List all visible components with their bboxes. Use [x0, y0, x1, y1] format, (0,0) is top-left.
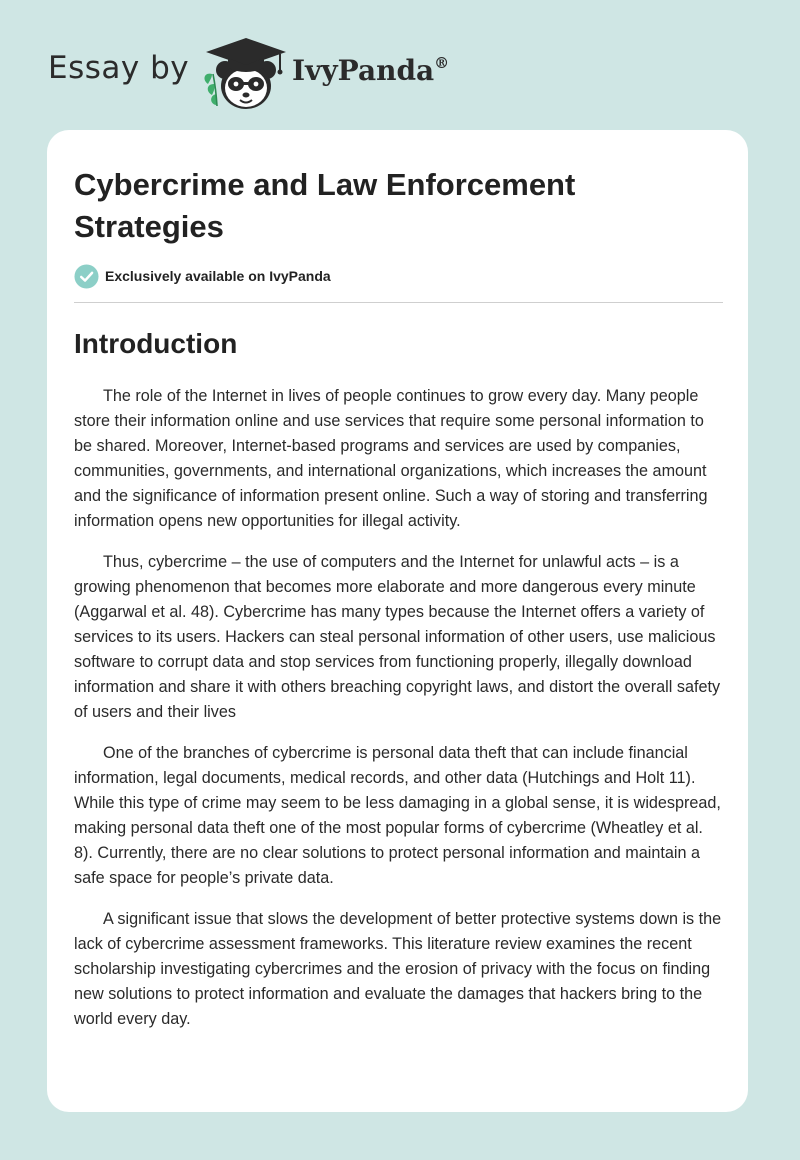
exclusive-badge-label: Exclusively available on IvyPanda [105, 268, 331, 284]
essay-body [74, 384, 726, 1048]
body-paragraph: Thus, cybercrime – the use of computers and the Internet for unlawful acts – is a growing phenomenon that becomes more elaborate and more dangerous every minute (Aggarwal et al. 48). Cybercrime has many types because the Internet offers a variety of services to its users. Hackers can steal personal information of other users, use malicious software to corrupt data and stop services from functioning properly, illegally download information and share it with others breaching copyright laws, and distort the overall safety of users and their lives [74, 553, 721, 721]
brand-prefix: Essay by [48, 50, 190, 86]
panda-graduation-cap-logo-icon [200, 34, 290, 112]
section-heading-introduction: Introduction [74, 328, 238, 359]
check-circle-icon [74, 264, 99, 289]
body-paragraph: One of the branches of cybercrime is personal data theft that can include financial information, legal documents, medical records, and other data (Hutchings and Holt 11). While this type of crime may seem to be less damaging in a global sense, it is widespread, making personal data theft one of the most popular forms of cybercrime (Wheatley et al. 8). Currently, there are no clear solutions to protect personal information and maintain a safe space for people’s private data. [74, 744, 721, 887]
body-paragraph: The role of the Internet in lives of people continues to grow every day. Many people store their information online and use services that require some personal information to be shared. Moreover, Internet-based programs and services are used by companies, communities, governments, and international organizations, which increases the amount and the significance of information present online. Such a way of storing and transferring information opens new opportunities for illegal activity. [74, 387, 708, 530]
brand-header[interactable] [48, 30, 508, 110]
page-title: Cybercrime and Law Enforcement Strategies [74, 167, 576, 244]
essay-card [47, 130, 748, 1112]
body-paragraph: A significant issue that slows the development of better protective systems down is the lack of cybercrime assessment frameworks. This literature review examines the recent scholarship investigating cybercrimes and the erosion of privacy with the focus on finding new solutions to protect information and evaluate the damages that hackers bring to the world every day. [74, 910, 722, 1028]
brand-name: IvyPanda® [292, 53, 450, 87]
title-divider [74, 302, 723, 303]
exclusive-badge [74, 263, 331, 289]
